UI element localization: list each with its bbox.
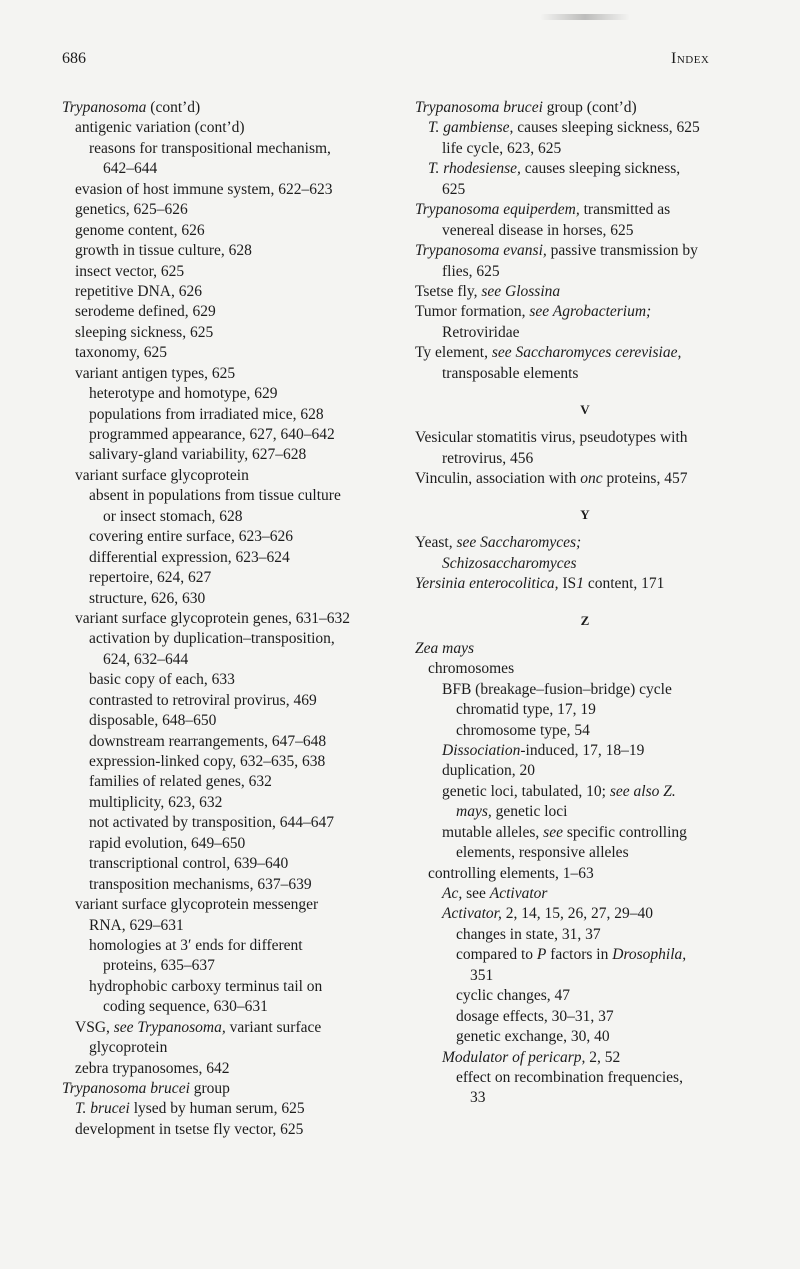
- entry-text: cyclic changes, 47: [456, 987, 571, 1005]
- index-subentry: [415, 884, 755, 904]
- entry-text: Ac,: [442, 885, 463, 902]
- index-subentry: [62, 691, 402, 711]
- entry-text: retrovirus, 456: [442, 449, 534, 467]
- entry-text: contrasted to retroviral provirus, 469: [89, 691, 317, 709]
- entry-text: or insect stomach, 628: [103, 507, 243, 525]
- entry-text: 625: [442, 180, 466, 198]
- index-subentry: [62, 650, 402, 670]
- entry-text: proteins, 457: [602, 470, 688, 487]
- index-subentry: [62, 834, 402, 854]
- entry-text: expression-linked copy, 632–635, 638: [89, 753, 326, 770]
- entry-text: life cycle, 623, 625: [442, 139, 562, 157]
- entry-text: not activated by transposition, 644–647: [89, 814, 334, 832]
- index-subentry: [415, 966, 755, 986]
- index-entry: [415, 639, 755, 659]
- index-subentry: [62, 1018, 402, 1038]
- index-subentry: [62, 875, 402, 895]
- entry-text: Retroviridae: [442, 323, 520, 341]
- section-letter: Y: [580, 507, 590, 523]
- entry-text: venereal disease in horses, 625: [442, 221, 634, 239]
- index-subentry: [62, 793, 402, 813]
- index-entry: [415, 533, 755, 553]
- index-subentry: [62, 139, 402, 159]
- entry-text: Trypanosoma brucei: [62, 1080, 190, 1097]
- entry-text: Schizosaccharomyces: [442, 554, 577, 572]
- index-entry: [415, 469, 755, 489]
- index-entry: [415, 98, 755, 118]
- index-subentry: [62, 527, 402, 547]
- entry-text: absent in populations from tissue culture: [89, 487, 341, 505]
- entry-text: Drosophila,: [612, 946, 687, 964]
- index-subentry: [415, 802, 755, 822]
- index-subentry: [62, 466, 402, 486]
- entry-text: rapid evolution, 649–650: [89, 834, 246, 852]
- index-subentry: [62, 997, 402, 1017]
- index-subentry: [415, 659, 755, 679]
- entry-text: T. gambiense,: [428, 119, 514, 137]
- index-subentry: [62, 956, 402, 976]
- index-subentry: [62, 1099, 402, 1119]
- entry-text: BFB (breakage–fusion–bridge) cycle: [442, 680, 672, 698]
- entry-text: Dissociation: [442, 741, 521, 759]
- entry-text: transposition mechanisms, 637–639: [89, 875, 312, 893]
- entry-text: factors in: [546, 946, 613, 964]
- entry-text: programmed appearance, 627, 640–642: [89, 426, 335, 443]
- entry-text: changes in state, 31, 37: [456, 925, 601, 943]
- entry-text: Trypanosoma equiperdem,: [415, 201, 580, 219]
- index-subentry: [415, 1027, 755, 1047]
- index-subentry: [62, 221, 402, 241]
- entry-text: families of related genes, 632: [89, 773, 272, 791]
- entry-text: downstream rearrangements, 647–648: [89, 732, 327, 750]
- entry-text: serodeme defined, 629: [75, 303, 216, 321]
- entry-text: 1: [576, 575, 584, 593]
- entry-text: 351: [470, 966, 494, 984]
- entry-text: Ty element,: [415, 344, 492, 362]
- entry-text: repetitive DNA, 626: [75, 282, 202, 300]
- index-subentry: [415, 554, 755, 574]
- index-subentry: [415, 1048, 755, 1068]
- index-subentry: [415, 159, 755, 179]
- index-subentry: [415, 700, 755, 720]
- index-subentry: [62, 548, 402, 568]
- index-entry: [62, 98, 402, 118]
- entry-text: group: [189, 1080, 230, 1097]
- index-subentry: [62, 916, 402, 936]
- entry-text: development in tsetse fly vector, 625: [75, 1120, 304, 1138]
- index-subentry: [415, 323, 755, 343]
- entry-text: sleeping sickness, 625: [75, 323, 214, 341]
- section-letter: V: [580, 402, 590, 418]
- index-entry: [415, 282, 755, 302]
- entry-text: mays,: [456, 803, 492, 821]
- index-entry: [62, 1079, 402, 1099]
- entry-text: variant surface glycoprotein messenger: [75, 896, 319, 914]
- index-subentry: [415, 761, 755, 781]
- entry-text: variant surface: [225, 1018, 322, 1036]
- entry-text: causes sleeping sickness,: [520, 160, 681, 178]
- index-subentry: [415, 180, 755, 200]
- entry-text: see: [543, 823, 563, 841]
- entry-text: 624, 632–644: [103, 650, 189, 668]
- index-subentry: [415, 1007, 755, 1027]
- entry-text: coding sequence, 630–631: [103, 998, 268, 1016]
- index-subentry: [415, 782, 755, 802]
- index-subentry: [62, 1038, 402, 1058]
- entry-text: genetic exchange, 30, 40: [456, 1028, 610, 1046]
- index-entry: [415, 241, 755, 261]
- index-subentry: [415, 221, 755, 241]
- index-subentry: [415, 925, 755, 945]
- index-subentry: [62, 854, 402, 874]
- entry-text: heterotype and homotype, 629: [89, 385, 278, 403]
- index-subentry: [62, 507, 402, 527]
- entry-text: Activator: [489, 885, 548, 902]
- section-letter: Z: [580, 612, 590, 628]
- entry-text: proteins, 635–637: [103, 957, 215, 975]
- index-subentry: [62, 977, 402, 997]
- index-subentry: [62, 1120, 402, 1140]
- index-subentry: [62, 405, 402, 425]
- entry-text: transmitted as: [579, 201, 671, 219]
- entry-text: Yeast,: [415, 534, 457, 552]
- index-entry: [415, 574, 755, 594]
- entry-text: group (cont’d): [542, 99, 637, 116]
- index-subentry: [62, 629, 402, 649]
- entry-text: dosage effects, 30–31, 37: [456, 1007, 614, 1025]
- entry-text: multiplicity, 623, 632: [89, 793, 223, 811]
- index-subentry: [62, 732, 402, 752]
- entry-text: flies, 625: [442, 262, 500, 280]
- index-subentry: [62, 670, 402, 690]
- entry-text: Tumor formation,: [415, 303, 530, 321]
- entry-text: Trypanosoma: [62, 99, 147, 116]
- index-subentry: [415, 823, 755, 843]
- index-subentry: [62, 568, 402, 588]
- index-subentry: [415, 449, 755, 469]
- index-subentry: [62, 364, 402, 384]
- index-subentry: [62, 262, 402, 282]
- index-subentry: [62, 384, 402, 404]
- entry-text: variant antigen types, 625: [75, 364, 236, 382]
- entry-text: passive transmission by: [546, 242, 698, 260]
- entry-text: specific controlling: [562, 823, 687, 841]
- entry-text: disposable, 648–650: [89, 712, 217, 730]
- index-subentry: [415, 904, 755, 924]
- index-subentry: [415, 864, 755, 884]
- index-subentry: [62, 445, 402, 465]
- index-subentry: [62, 343, 402, 363]
- entry-text: P: [536, 946, 547, 964]
- index-subentry: [62, 282, 402, 302]
- entry-text: zebra trypanosomes, 642: [75, 1059, 230, 1077]
- entry-text: insect vector, 625: [75, 262, 185, 280]
- entry-text: T. rhodesiense,: [428, 160, 521, 178]
- entry-text: T. brucei: [75, 1100, 130, 1118]
- index-subentry: [62, 936, 402, 956]
- index-subentry: [415, 118, 755, 138]
- entry-text: see Glossina: [481, 282, 561, 300]
- entry-text: populations from irradiated mice, 628: [89, 405, 324, 423]
- entry-text: (cont’d): [146, 99, 201, 116]
- entry-text: controlling elements, 1–63: [428, 864, 594, 882]
- entry-text: -induced, 17, 18–19: [520, 741, 645, 759]
- entry-text: evasion of host immune system, 622–623: [75, 180, 333, 198]
- index-subentry: [62, 323, 402, 343]
- index-subentry: [62, 425, 402, 445]
- index-entry: [415, 302, 755, 322]
- entry-text: repertoire, 624, 627: [89, 569, 212, 587]
- index-subentry: [415, 945, 755, 965]
- entry-text: reasons for transpositional mechanism,: [89, 139, 331, 157]
- entry-text: genetic loci, tabulated, 10;: [442, 782, 610, 800]
- entry-text: compared to: [456, 946, 537, 964]
- entry-text: see Saccharomyces;: [456, 534, 582, 552]
- entry-text: basic copy of each, 633: [89, 671, 235, 689]
- entry-text: glycoprotein: [89, 1039, 168, 1057]
- entry-text: duplication, 20: [442, 762, 535, 780]
- entry-text: transposable elements: [442, 364, 579, 382]
- entry-text: see Agrobacterium;: [529, 303, 652, 321]
- entry-text: Modulator of pericarp,: [442, 1048, 586, 1066]
- entry-text: onc: [580, 470, 603, 487]
- entry-text: differential expression, 623–624: [89, 548, 290, 566]
- index-subentry: [415, 721, 755, 741]
- index-subentry: [62, 200, 402, 220]
- index-subentry: [62, 609, 402, 629]
- index-subentry: [62, 241, 402, 261]
- entry-text: taxonomy, 625: [75, 344, 167, 362]
- entry-text: RNA, 629–631: [89, 916, 184, 934]
- entry-text: causes sleeping sickness, 625: [513, 119, 700, 137]
- entry-text: see Saccharomyces cerevisiae,: [491, 344, 682, 362]
- index-subentry: [415, 1068, 755, 1088]
- entry-text: Tsetse fly,: [415, 282, 482, 300]
- entry-text: hydrophobic carboxy terminus tail on: [89, 977, 323, 995]
- index-subentry: [62, 711, 402, 731]
- entry-text: genome content, 626: [75, 221, 205, 239]
- entry-text: chromatid type, 17, 19: [456, 701, 596, 719]
- index-subentry: [415, 741, 755, 761]
- index-subentry: [415, 986, 755, 1006]
- entry-text: homologies at 3′ ends for different: [89, 936, 303, 954]
- entry-text: VSG,: [75, 1018, 114, 1036]
- entry-text: growth in tissue culture, 628: [75, 242, 252, 260]
- entry-text: Trypanosoma brucei: [415, 99, 543, 116]
- index-subentry: [62, 118, 402, 138]
- entry-text: covering entire surface, 623–626: [89, 528, 294, 546]
- entry-text: Zea mays: [415, 639, 474, 657]
- entry-text: genetics, 625–626: [75, 201, 188, 219]
- entry-text: chromosomes: [428, 660, 515, 678]
- entry-text: elements, responsive alleles: [456, 844, 629, 862]
- entry-text: mutable alleles,: [442, 823, 544, 841]
- entry-text: variant surface glycoprotein: [75, 466, 249, 484]
- entry-text: antigenic variation (cont’d): [75, 119, 245, 137]
- index-subentry: [415, 1088, 755, 1108]
- entry-text: see Trypanosoma,: [113, 1018, 226, 1036]
- index-subentry: [62, 1059, 402, 1079]
- entry-text: lysed by human serum, 625: [129, 1100, 305, 1118]
- index-subentry: [62, 752, 402, 772]
- running-head: Index: [671, 50, 710, 67]
- index-subentry: [62, 159, 402, 179]
- entry-text: Yersinia enterocolitica,: [415, 575, 559, 593]
- entry-text: IS: [558, 575, 577, 593]
- page-number: 686: [62, 50, 86, 67]
- index-subentry: [62, 589, 402, 609]
- index-subentry: [415, 139, 755, 159]
- index-column-right: [415, 98, 755, 1109]
- entry-text: 2, 52: [585, 1048, 621, 1066]
- entry-text: 2, 14, 15, 26, 27, 29–40: [501, 905, 653, 923]
- entry-text: effect on recombination frequencies,: [456, 1068, 683, 1086]
- index-column-left: [62, 98, 402, 1140]
- entry-text: 642–644: [103, 160, 158, 178]
- entry-text: content, 171: [583, 575, 665, 593]
- index-subentry: [62, 772, 402, 792]
- index-entry: [415, 428, 755, 448]
- entry-text: salivary-gland variability, 627–628: [89, 446, 307, 464]
- index-entry: [415, 200, 755, 220]
- entry-text: Trypanosoma evansi,: [415, 242, 547, 260]
- entry-text: structure, 626, 630: [89, 589, 206, 607]
- index-subentry: [62, 895, 402, 915]
- entry-text: see: [462, 885, 490, 902]
- entry-text: chromosome type, 54: [456, 721, 590, 739]
- entry-text: Vesicular stomatitis virus, pseudotypes with: [415, 429, 688, 447]
- scan-smudge: [540, 14, 630, 20]
- index-entry: [415, 343, 755, 363]
- index-subentry: [62, 813, 402, 833]
- index-subentry: [415, 364, 755, 384]
- index-subentry: [415, 262, 755, 282]
- entry-text: Activator,: [442, 905, 502, 923]
- index-subentry: [62, 302, 402, 322]
- entry-text: 33: [470, 1089, 486, 1107]
- index-subentry: [62, 180, 402, 200]
- entry-text: Vinculin, association with: [415, 470, 581, 487]
- entry-text: transcriptional control, 639–640: [89, 855, 289, 873]
- entry-text: genetic loci: [491, 803, 568, 821]
- entry-text: activation by duplication–transposition,: [89, 630, 335, 648]
- entry-text: see also Z.: [609, 782, 676, 800]
- index-subentry: [415, 843, 755, 863]
- index-subentry: [415, 680, 755, 700]
- entry-text: variant surface glycoprotein genes, 631–632: [75, 609, 351, 627]
- index-subentry: [62, 486, 402, 506]
